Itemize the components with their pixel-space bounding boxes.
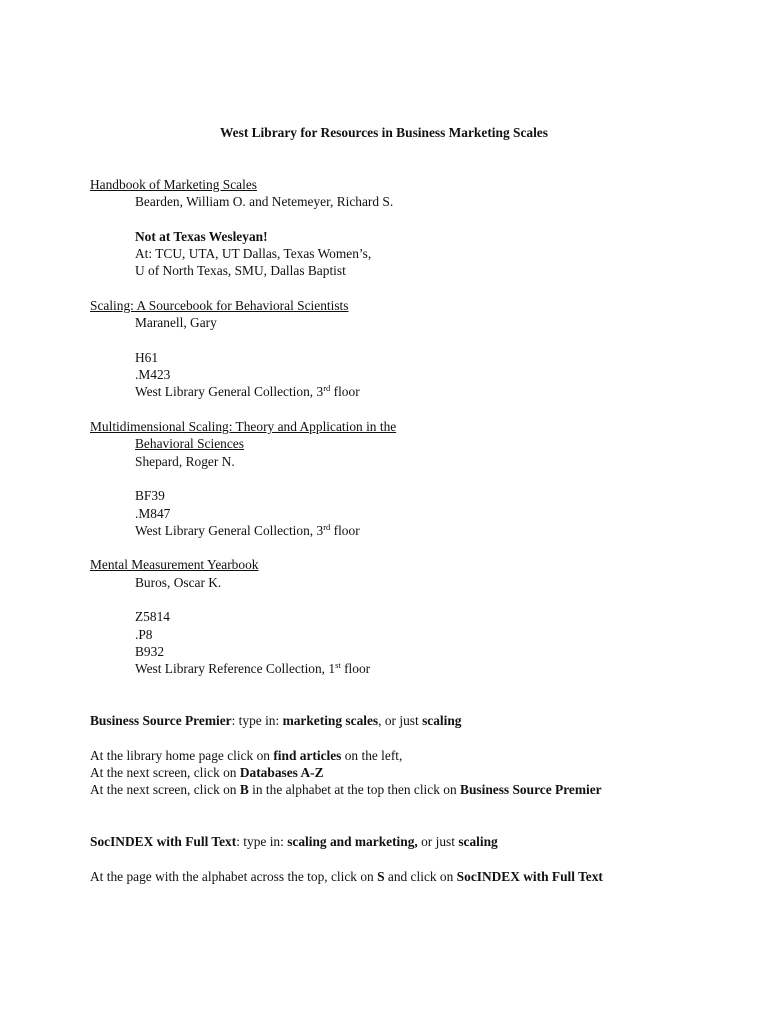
call-number-line: H61 xyxy=(135,349,159,365)
book-author: Shepard, Roger N. xyxy=(135,453,235,469)
book-title-continued: Behavioral Sciences xyxy=(135,436,244,452)
call-number-line: Z5814 xyxy=(135,609,170,625)
navigation-step: At the page with the alphabet across the top, click on S and click on SocINDEX with Full Text xyxy=(90,868,603,884)
call-number-line: B932 xyxy=(135,643,165,659)
call-number-line: .M847 xyxy=(135,505,171,521)
database-section-bsp xyxy=(90,712,730,798)
book-title: Multidimensional Scaling: Theory and Application in the xyxy=(90,419,397,435)
book-entry xyxy=(90,297,730,401)
navigation-step: At the next screen, click on B in the alphabet at the top then click on Business Source Premier xyxy=(90,782,602,798)
book-location: West Library General Collection, 3rd floor xyxy=(135,521,360,538)
book-location: West Library Reference Collection, 1st floor xyxy=(135,660,371,677)
book-title: Handbook of Marketing Scales xyxy=(90,176,257,192)
book-location: West Library General Collection, 3rd floor xyxy=(135,383,360,400)
availability-line: U of North Texas, SMU, Dallas Baptist xyxy=(135,263,346,279)
document-page xyxy=(90,124,730,885)
book-author: Bearden, William O. and Netemeyer, Richard S. xyxy=(135,194,394,210)
call-number-line: .P8 xyxy=(135,626,153,642)
availability-notice: Not at Texas Wesleyan! xyxy=(135,228,268,244)
book-entry xyxy=(90,418,730,539)
book-title: Scaling: A Sourcebook for Behavioral Scientists xyxy=(90,297,349,313)
book-author: Buros, Oscar K. xyxy=(135,574,222,590)
call-number-line: .M423 xyxy=(135,367,171,383)
database-instruction: SocINDEX with Full Text: type in: scaling and marketing, or just scaling xyxy=(90,834,498,850)
navigation-step: At the library home page click on find articles on the left, xyxy=(90,747,403,763)
call-number-line: BF39 xyxy=(135,488,165,504)
database-section-socindex xyxy=(90,833,730,885)
book-entry xyxy=(90,176,730,280)
book-author: Maranell, Gary xyxy=(135,315,217,331)
book-entry xyxy=(90,556,730,677)
book-title: Mental Measurement Yearbook xyxy=(90,557,259,573)
availability-line: At: TCU, UTA, UT Dallas, Texas Women’s, xyxy=(135,246,372,262)
database-instruction: Business Source Premier: type in: marketing scales, or just scaling xyxy=(90,713,462,729)
document-title: West Library for Resources in Business Marketing Scales xyxy=(220,125,548,140)
navigation-step: At the next screen, click on Databases A-Z xyxy=(90,764,324,780)
